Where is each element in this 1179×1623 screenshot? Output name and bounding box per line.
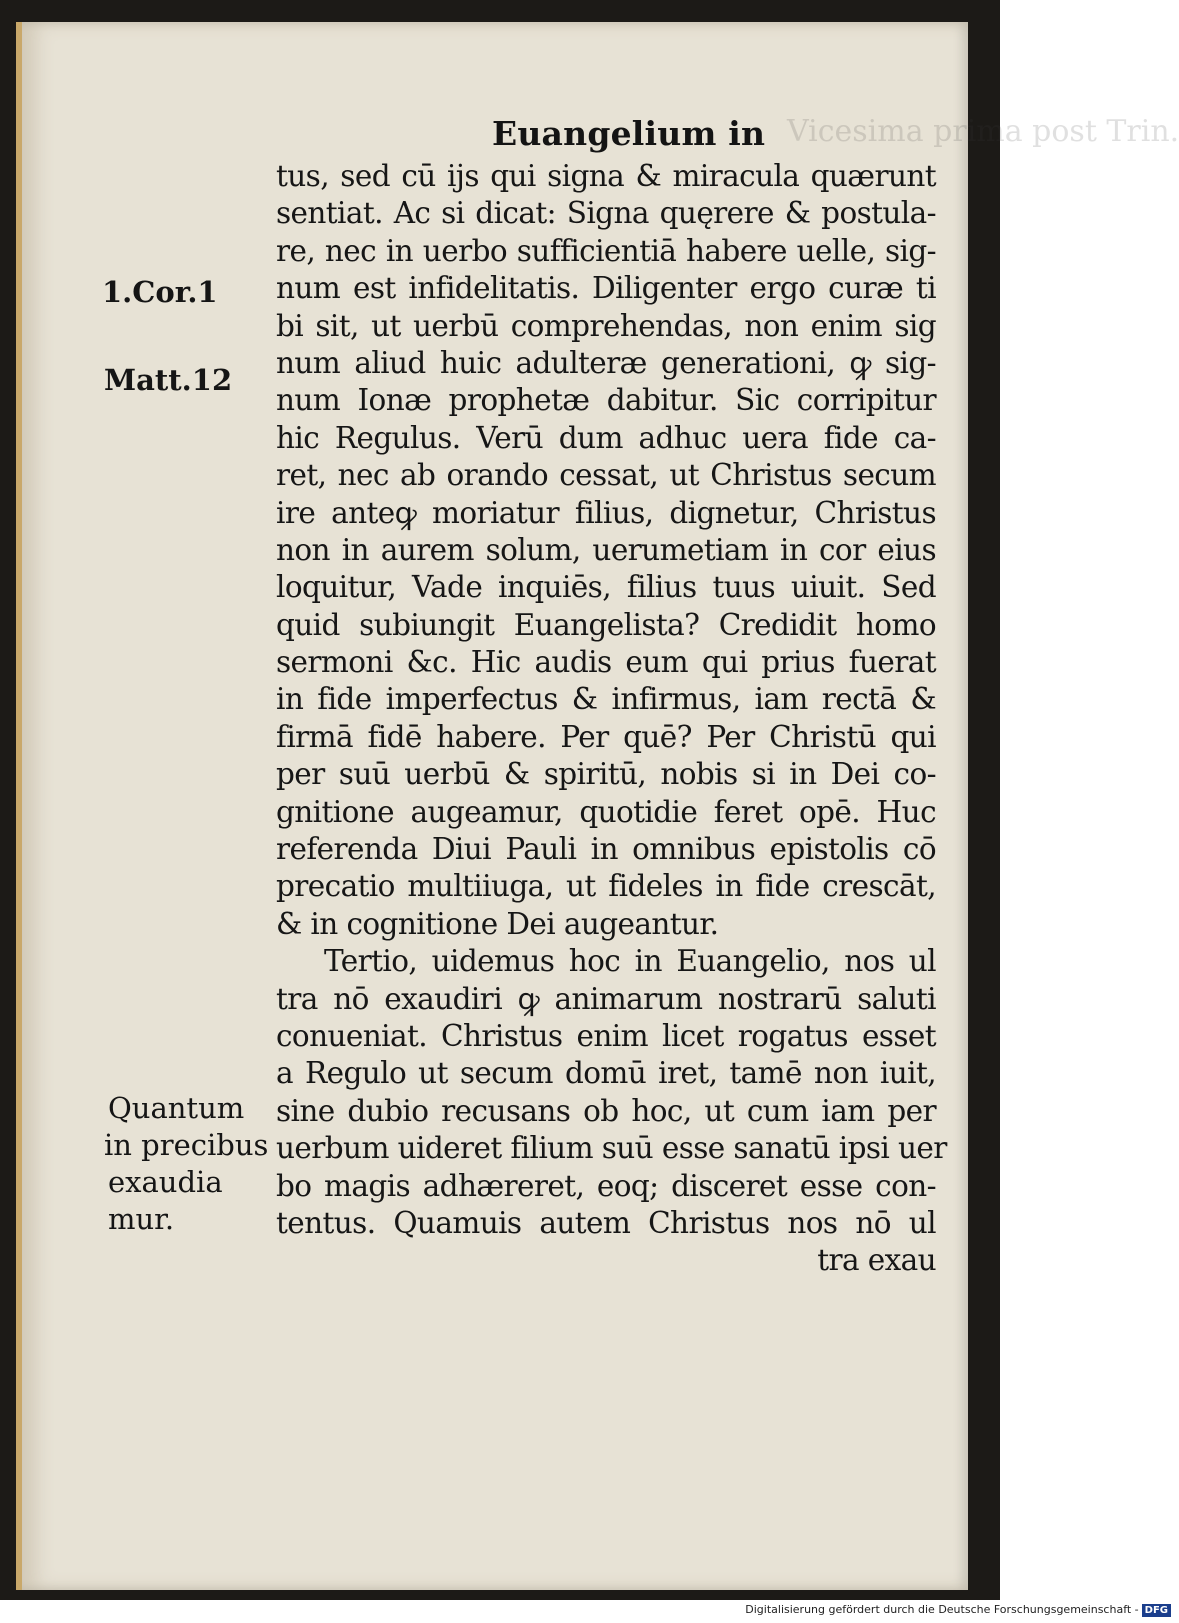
text-line: tus, sed cū ijs qui signa & miracula quærunt <box>276 159 936 193</box>
text-line: sentiat. Ac si dicat: Signa quęrere & postula- <box>276 196 936 231</box>
text-line: sine dubio recusans ob hoc, ut cum iam per <box>276 1093 936 1128</box>
text-line: tentus. Quamuis autem Christus nos nō ul <box>276 1205 936 1240</box>
text-line: gnitione augeamur, quotidie feret opē. Huc <box>276 794 936 829</box>
dfg-logo: DFG <box>1142 1604 1171 1617</box>
text-line: firmā fidē habere. Per quē? Per Christū qui <box>276 719 936 754</box>
text-line: a Regulo ut secum domū iret, tamē non iuit, <box>276 1056 936 1091</box>
bleed-through-text: Vicesima prima post Trin. <box>787 114 1179 149</box>
text-line: non in aurem solum, uerumetiam in cor eius <box>276 532 936 567</box>
text-line: quid subiungit Euangelista? Credidit homo <box>276 607 936 642</box>
text-line: bo magis adhæreret, eoq; disceret esse con- <box>276 1168 936 1203</box>
credit-text: Digitalisierung gefördert durch die Deutsche Forschungsgemeinschaft - <box>745 1603 1139 1616</box>
text-line: hic Regulus. Verū dum adhuc uera fide ca- <box>276 420 936 455</box>
digitization-credit <box>745 1603 1171 1617</box>
marginal-note-line: Quantum <box>108 1091 245 1125</box>
text-line: ret, nec ab orando cessat, ut Christus secum <box>276 458 936 493</box>
catchword: tra exau <box>817 1243 936 1278</box>
marginal-reference-matthew: Matt.12 <box>104 363 233 397</box>
main-text-block <box>276 158 947 1280</box>
text-line: num aliud huic adulteræ generationi, ꝙ sig- <box>276 345 936 380</box>
marginal-reference-corinthians: 1.Cor.1 <box>102 275 218 309</box>
marginal-note-line: exaudia <box>108 1165 223 1199</box>
text-line: & in cognitione Dei augeantur. <box>276 906 719 941</box>
text-line: uerbum uideret filium suū esse sanatū ipsi uer <box>276 1131 947 1166</box>
text-line: ire anteꝙ moriatur filius, dignetur, Christus <box>276 495 936 530</box>
text-line: num Ionæ prophetæ dabitur. Sic corripitur <box>276 383 936 418</box>
text-line: loquitur, Vade inquiēs, filius tuus uiuit. Sed <box>276 570 936 605</box>
text-line: num est infidelitatis. Diligenter ergo curæ ti <box>276 271 936 306</box>
text-line: referenda Diui Pauli in omnibus epistolis cō <box>276 832 936 867</box>
text-line: in fide imperfectus & infirmus, iam rectā & <box>276 682 936 717</box>
text-line: bi sit, ut uerbū comprehendas, non enim sig <box>276 308 936 343</box>
text-line: sermoni &c. Hic audis eum qui prius fuerat <box>276 645 936 680</box>
marginal-note-line: in precibus <box>104 1128 269 1162</box>
text-line: per suū uerbū & spiritū, nobis si in Dei co- <box>276 757 936 792</box>
text-line: Tertio, uidemus hoc in Euangelio, nos ul <box>324 944 936 979</box>
marginal-note-line: mur. <box>108 1202 175 1236</box>
text-line: tra nō exaudiri ꝙ animarum nostrarū saluti <box>276 981 936 1016</box>
text-line: precatio multiiuga, ut fideles in fide crescāt, <box>276 869 936 904</box>
text-line: conueniat. Christus enim licet rogatus esset <box>276 1018 936 1053</box>
running-head: Euangelium in <box>492 114 766 153</box>
text-line: re, nec in uerbo sufficientiā habere uelle, sig- <box>276 233 936 268</box>
